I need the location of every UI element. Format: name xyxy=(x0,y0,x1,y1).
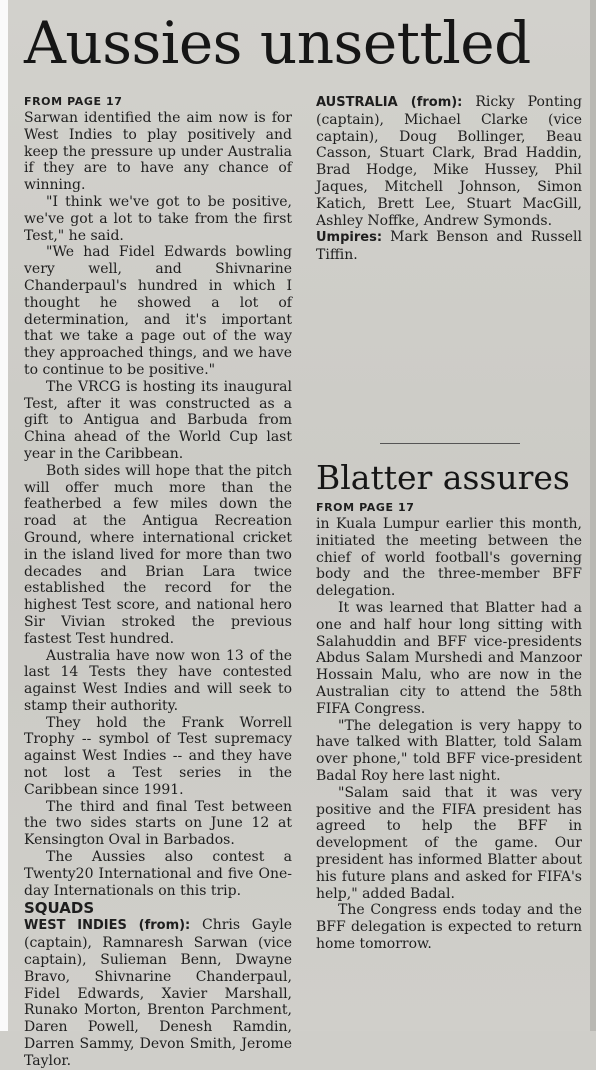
umpires-label: Umpires: xyxy=(316,230,383,246)
continuation-label: FROM PAGE 17 xyxy=(316,501,415,514)
aus-squad-players: Ricky Ponting (captain), Michael Clarke (vice captain), Doug Bollinger, Beau Casson, Stuart Clark, Brad Haddin, Brad Hodge, Mike Hussey, Phil Jaques, Mitchell Johnson, Simon Katich, Brett Lee, Stuart MacGill, Ashley Noffke, Andrew Symonds. xyxy=(316,94,582,229)
wi-squad-players: Chris Gayle (captain), Ramnaresh Sarwan (vice captain), Sulieman Benn, Dwayne Bravo, Shivnarine Chanderpaul, Fidel Edwards, Xavier Marshall, Runako Morton, Brenton Parchment, Daren Powell, Denesh Ramdin, Darren Sammy, Devon Smith, Jerome Taylor. xyxy=(24,917,293,1069)
article-paragraph: "Salam said that it was very positive and the FIFA president has agreed to help the BFF in development of the game. Our president has informed Blatter about his future plans and asked for FIFA's help," added Badal. xyxy=(316,784,582,902)
article2-headline: Blatter assures xyxy=(316,458,570,497)
umpires-paragraph xyxy=(316,229,582,264)
article-paragraph: The Aussies also contest a Twenty20 International and five One-day Internationals on this trip. xyxy=(24,849,292,899)
article-paragraph: in Kuala Lumpur earlier this month, initiated the meeting between the chief of world football's governing body and the three-member BFF delegation. xyxy=(316,516,582,600)
article2-column xyxy=(316,500,582,953)
article-paragraph: The third and final Test between the two sides starts on June 12 at Kensington Oval in Barbados. xyxy=(24,798,292,849)
aus-squad-paragraph xyxy=(316,94,582,229)
article-paragraph: Sarwan identified the aim now is for West Indies to play positively and keep the pressure up under Australia if they are to have any chance of winning. xyxy=(24,110,292,194)
continuation-label: FROM PAGE 17 xyxy=(24,95,123,108)
aus-squad-label: AUSTRALIA (from): xyxy=(316,95,463,110)
article-paragraph: It was learned that Blatter had a one and half hour long sitting with Salahuddin and BFF vice-presidents Abdus Salam Murshedi and Manzoor Hossain Malu, who are now in the Australian city to attend the 58th FIFA Congress. xyxy=(316,599,582,717)
article-paragraph: The Congress ends today and the BFF delegation is expected to return home tomorrow. xyxy=(316,902,582,952)
article-paragraph: "The delegation is very happy to have talked with Blatter, told Salam over phone," told BFF vice-president Badal Roy here last night. xyxy=(316,717,582,784)
umpires-names: Mark Benson and Russell Tiffin. xyxy=(316,229,583,264)
wi-squad-paragraph xyxy=(24,917,292,1069)
article-paragraph: They hold the Frank Worrell Trophy -- symbol of Test supremacy against West Indies -- and they have not lost a Test series in the Caribbean since 1991. xyxy=(24,714,292,798)
article-paragraph: "We had Fidel Edwards bowling very well, and Shivnarine Chanderpaul's hundred in which I thought he showed a lot of determination, and it's important that we take a page out of the way they approached things, and we have to continue to be positive." xyxy=(24,244,292,378)
squads-heading: SQUADS xyxy=(24,899,95,918)
article-divider xyxy=(380,443,520,444)
article-column-left xyxy=(24,94,292,1070)
article-paragraph: "I think we've got to be positive, we've got a lot to take from the first Test," he said. xyxy=(24,193,292,244)
article-column-right xyxy=(316,94,582,264)
article-paragraph: The VRCG is hosting its inaugural Test, after it was constructed as a gift to Antigua and Barbuda from China ahead of the World Cup last year in the Caribbean. xyxy=(24,378,292,462)
article-paragraph: Both sides will hope that the pitch will offer much more than the featherbed a few miles down the road at the Antigua Recreation Ground, where international cricket in the island lived for more than two decades and Brian Lara twice established the record for the highest Test score, and national hero Sir Vivian stroked the previous fastest Test hundred. xyxy=(24,462,292,647)
page-edge-right xyxy=(590,0,596,1031)
article-paragraph: Australia have now won 13 of the last 14 Tests they have contested against West Indies and will seek to stamp their authority. xyxy=(24,647,292,714)
page-edge-left xyxy=(0,0,8,1031)
wi-squad-label: WEST INDIES (from): xyxy=(24,918,191,934)
article-headline: Aussies unsettled xyxy=(24,9,531,77)
